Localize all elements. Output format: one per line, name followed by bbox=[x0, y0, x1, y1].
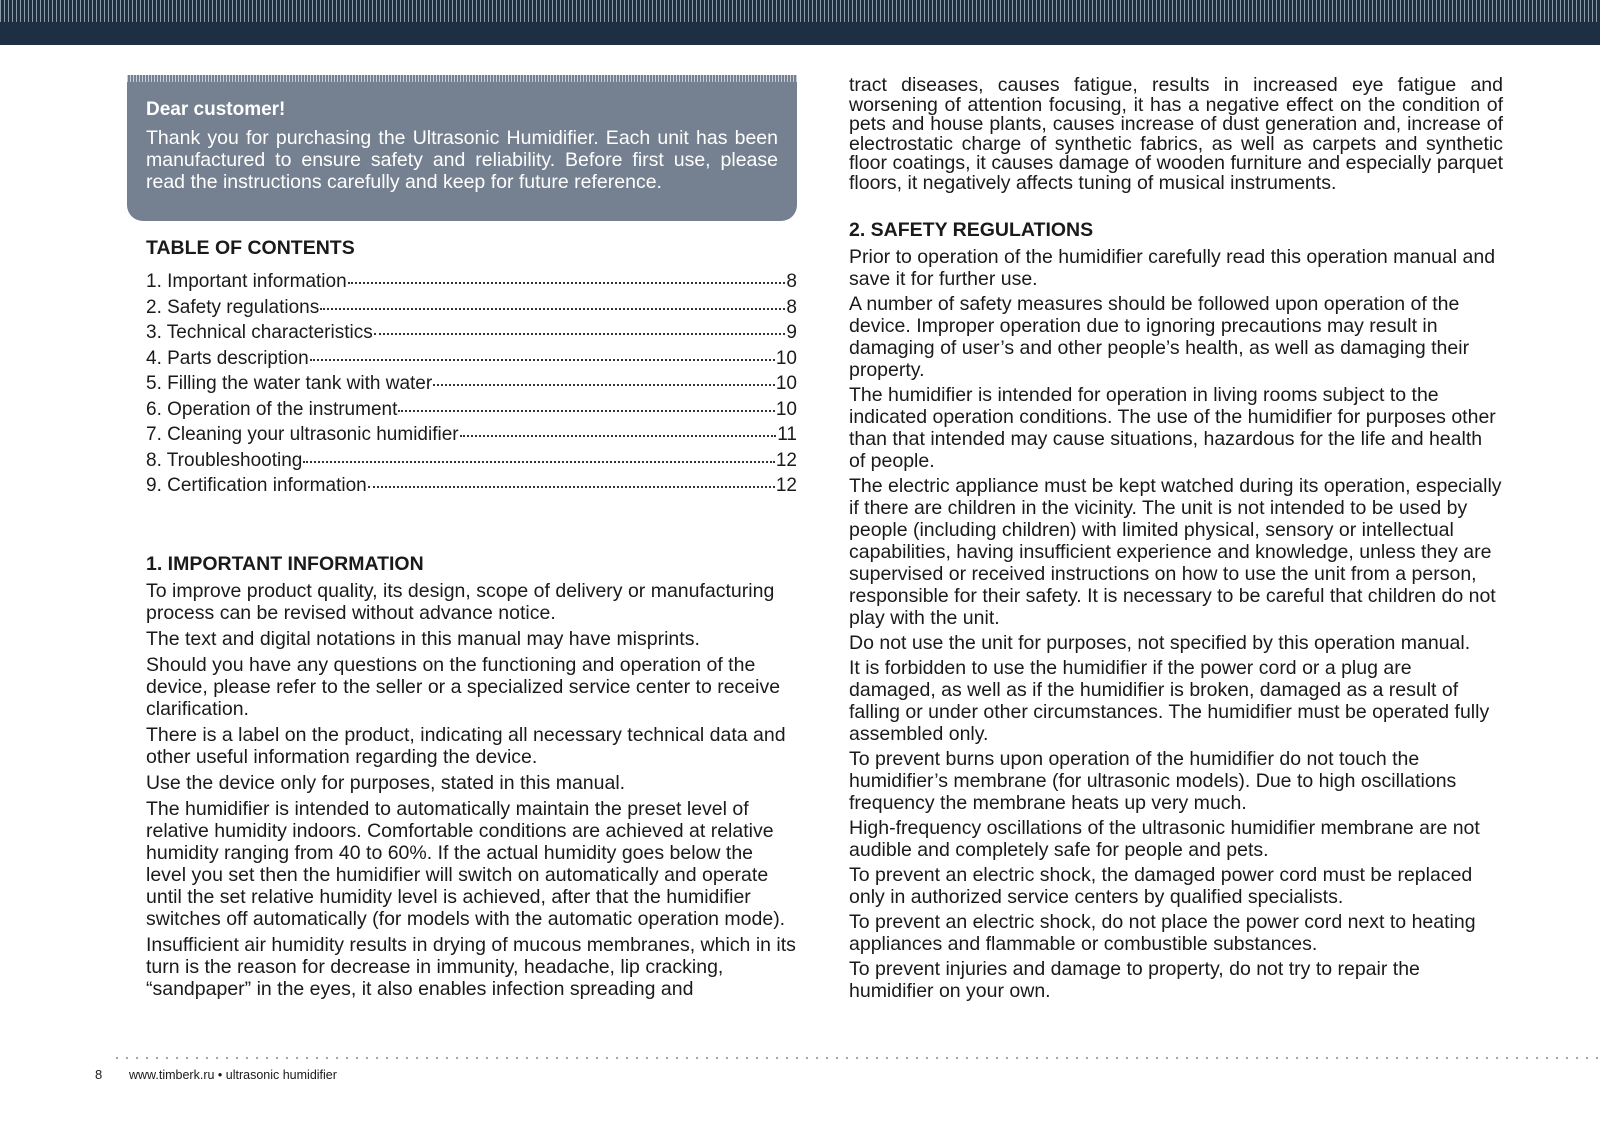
important-information-body bbox=[146, 580, 797, 1000]
toc-item-page: 10 bbox=[775, 398, 797, 420]
important-information-section bbox=[146, 553, 797, 1000]
continued-paragraph: tract diseases, causes fatigue, results in increased eye fatigue and worsening of attention focusing, it has a negative effect on the condition of pets and house plants, causes increase of dust generation and, increase of electrostatic charge of synthetic fabrics, as well as carpets and synthetic floor coatings, it causes damage of wooden furniture and especially parquet floors, it negatively affects tuning of musical instruments. bbox=[849, 74, 1503, 194]
toc-item-label: 7. Cleaning your ultrasonic humidifier bbox=[146, 424, 459, 445]
greeting-box bbox=[127, 75, 797, 221]
right-column bbox=[849, 76, 1503, 1005]
toc-leader-dots bbox=[433, 383, 775, 386]
paragraph: Insufficient air humidity results in drying of mucous membranes, which in its turn is the reason for decrease in immunity, headache, lip cracking, “sandpaper” in the eyes, it also enables infection spreading and bbox=[146, 933, 796, 1000]
paragraph: There is a label on the product, indicating all necessary technical data and other useful information regarding the device. bbox=[146, 723, 786, 768]
toc-item-page: 8 bbox=[786, 296, 797, 318]
paragraph: The humidifier is intended to automatically maintain the preset level of relative humidity indoors. Comfortable conditions are achieved at relative humidity ranging from 40 to 60%. If the actual humidity goes below the level you set then the humidifier will switch on automatically and operate until the set relative humidity level is achieved, after that the humidifier switches off automatically (for models with the automatic operation mode). bbox=[146, 797, 786, 930]
greeting-box-stripe bbox=[127, 75, 797, 82]
safety-regulations-body bbox=[849, 246, 1503, 1002]
toc-item-label: 1. Important information bbox=[146, 271, 347, 292]
toc-item-page: 10 bbox=[775, 347, 797, 369]
toc-item[interactable] bbox=[146, 450, 797, 476]
toc-leader-dots bbox=[398, 409, 774, 412]
paragraph: A number of safety measures should be followed upon operation of the device. Improper operation due to ignoring precautions may result in damaging of user’s and other people’s health, as well as damaging their property. bbox=[849, 293, 1470, 381]
paragraph: To prevent an electric shock, do not place the power cord next to heating appliances and flammable or combustible substances. bbox=[849, 911, 1476, 955]
header-bar bbox=[0, 0, 1600, 45]
toc-item-page: 12 bbox=[775, 475, 797, 496]
paragraph: To prevent an electric shock, the damaged power cord must be replaced only in authorized service centers by qualified specialists. bbox=[849, 864, 1473, 908]
left-column bbox=[127, 75, 797, 1004]
toc-item-label: 9. Certification information bbox=[146, 475, 367, 496]
important-information-heading: 1. IMPORTANT INFORMATION bbox=[146, 552, 424, 575]
toc-item-page: 10 bbox=[775, 373, 797, 394]
paragraph: To prevent injuries and damage to property, do not try to repair the humidifier on your own. bbox=[849, 958, 1420, 1002]
toc-item[interactable] bbox=[146, 373, 797, 399]
toc-item[interactable] bbox=[146, 271, 797, 297]
greeting-text: Thank you for purchasing the Ultrasonic Humidifier. Each unit has been manufactured to ensure safety and reliability. Before first use, please read the instructions carefully and keep for future reference. bbox=[146, 127, 778, 193]
toc-item-page: 8 bbox=[786, 271, 797, 292]
paragraph: To prevent burns upon operation of the humidifier do not touch the humidifier’s membrane (for ultrasonic models). Due to high oscillations frequency the membrane heats up very much. bbox=[849, 748, 1457, 814]
page-number: 8 bbox=[95, 1067, 103, 1082]
toc-item-label: 2. Safety regulations bbox=[146, 296, 320, 318]
toc-item-page: 12 bbox=[775, 449, 797, 471]
toc-leader-dots bbox=[348, 281, 786, 284]
toc-item-label: 6. Operation of the instrument bbox=[146, 398, 398, 420]
paragraph: To improve product quality, its design, scope of delivery or manufacturing process can be revised without advance notice. bbox=[146, 579, 775, 624]
toc-item-page: 9 bbox=[786, 322, 797, 343]
safety-regulations-heading: 2. SAFETY REGULATIONS bbox=[849, 219, 1094, 241]
paragraph: High-frequency oscillations of the ultrasonic humidifier membrane are not audible and completely safe for people and pets. bbox=[849, 817, 1480, 861]
paragraph: Should you have any questions on the functioning and operation of the device, please refer to the seller or a specialized service center to receive clarification. bbox=[146, 653, 781, 720]
toc-item[interactable] bbox=[146, 297, 797, 323]
toc-leader-dots bbox=[368, 485, 775, 488]
safety-regulations-section bbox=[849, 219, 1503, 1002]
toc-item[interactable] bbox=[146, 322, 797, 348]
toc-item-label: 3. Technical characteristics bbox=[146, 322, 373, 343]
toc-leader-dots bbox=[374, 332, 786, 335]
toc-item[interactable] bbox=[146, 424, 797, 450]
toc-item-page: 11 bbox=[777, 424, 797, 445]
toc-item[interactable] bbox=[146, 475, 797, 501]
toc-leader-dots bbox=[460, 434, 777, 437]
toc-title: TABLE OF CONTENTS bbox=[146, 237, 355, 259]
toc-leader-dots bbox=[303, 460, 775, 463]
toc-leader-dots bbox=[320, 307, 785, 310]
toc-item-label: 8. Troubleshooting bbox=[146, 449, 303, 471]
paragraph: The text and digital notations in this manual may have misprints. bbox=[146, 627, 700, 650]
table-of-contents bbox=[146, 237, 797, 501]
paragraph: The humidifier is intended for operation in living rooms subject to the indicated operation conditions. The use of the humidifier for purposes other than that intended may cause situations, hazardous for the life and health of people. bbox=[849, 384, 1496, 472]
paragraph: The electric appliance must be kept watched during its operation, especially if there are children in the vicinity. The unit is not intended to be used by people (including children) with limited physical, sensory or intellectual capabilities, having insufficient experience and knowledge, unless they are supervised or received instructions on how to use the unit from a person, responsible for their safety. It is necessary to be careful that children do not play with the unit. bbox=[849, 475, 1502, 629]
toc-item[interactable] bbox=[146, 399, 797, 425]
toc-item-label: 4. Parts description bbox=[146, 347, 309, 369]
footer-site-text: www.timberk.ru • ultrasonic humidifier bbox=[129, 1068, 337, 1082]
header-stripe-pattern bbox=[0, 0, 1600, 22]
toc-item-label: 5. Filling the water tank with water bbox=[146, 373, 433, 394]
paragraph: Use the device only for purposes, stated in this manual. bbox=[146, 771, 626, 794]
paragraph: It is forbidden to use the humidifier if the power cord or a plug are damaged, as well as if the humidifier is broken, damaged as a result of falling or under other circumstances. The humidifier must be operated fully assembled only. bbox=[849, 657, 1490, 745]
toc-list bbox=[146, 271, 797, 501]
greeting-title: Dear customer! bbox=[146, 99, 286, 120]
toc-leader-dots bbox=[310, 358, 775, 361]
paragraph: Do not use the unit for purposes, not specified by this operation manual. bbox=[849, 632, 1471, 654]
toc-item[interactable] bbox=[146, 348, 797, 374]
footer-dotted-rule bbox=[112, 1056, 1600, 1060]
paragraph: Prior to operation of the humidifier carefully read this operation manual and save it for further use. bbox=[849, 246, 1496, 290]
